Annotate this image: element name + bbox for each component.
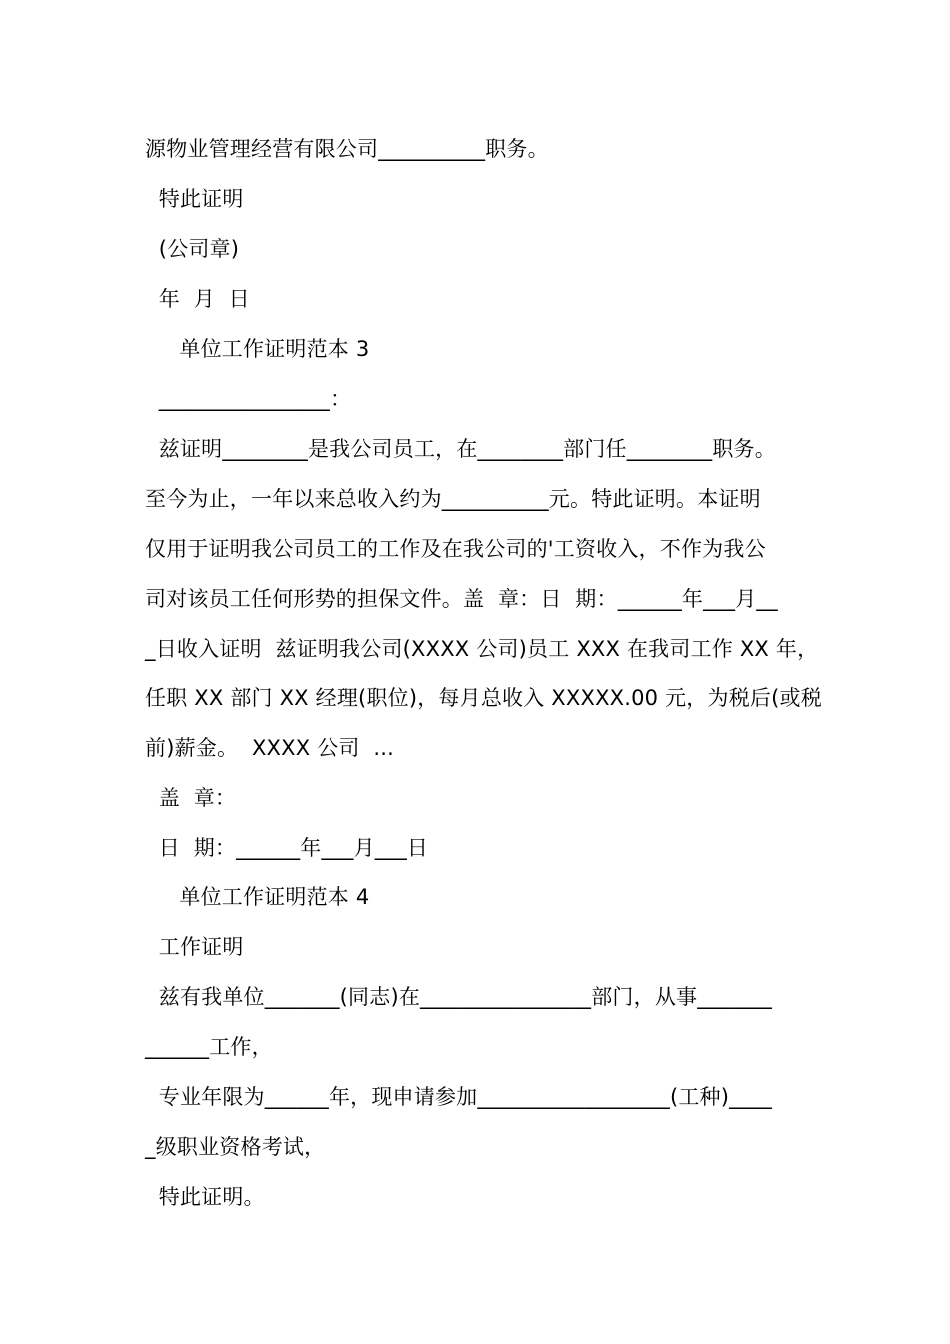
- text-line: 至今为止，一年以来总收入约为__________元。特此证明。本证明: [145, 487, 761, 511]
- text-line: (公司章): [145, 237, 240, 261]
- text-line: 任职 XX 部门 XX 经理(职位)，每月总收入 XXXXX.00 元，为税后(或税: [145, 686, 822, 710]
- text-line: _级职业资格考试，: [145, 1135, 326, 1159]
- section-heading: 单位工作证明范本 4: [145, 885, 370, 909]
- text-line: ______工作，: [145, 1035, 273, 1059]
- text-line: 兹有我单位_______(同志)在________________部门，从事_______: [145, 985, 773, 1009]
- text-line: 前)薪金。 XXXX 公司 ...: [145, 736, 394, 760]
- text-line: 源物业管理经营有限公司__________职务。: [145, 137, 549, 161]
- text-line: 司对该员工任何形势的担保文件。盖 章：日 期：______年___月__: [145, 587, 778, 611]
- text-line: 日 期：______年___月___日: [145, 836, 429, 860]
- text-line: 盖 章：: [145, 786, 237, 810]
- text-line: ________________：: [145, 387, 352, 411]
- text-line: 特此证明。: [145, 1185, 265, 1209]
- text-line: _日收入证明 兹证明我公司(XXXX 公司)员工 XXX 在我司工作 XX 年，: [145, 637, 819, 661]
- text-line: 仅用于证明我公司员工的工作及在我公司的'工资收入，不作为我公: [145, 537, 766, 561]
- text-line: 特此证明: [145, 187, 244, 211]
- section-heading: 单位工作证明范本 3: [145, 337, 370, 361]
- text-line: 年 月 日: [145, 287, 250, 311]
- text-line: 兹证明________是我公司员工，在________部门任________职务。: [145, 437, 776, 461]
- text-line: 专业年限为______年，现申请参加__________________(工种)____: [145, 1085, 772, 1109]
- text-line: 工作证明: [145, 935, 244, 959]
